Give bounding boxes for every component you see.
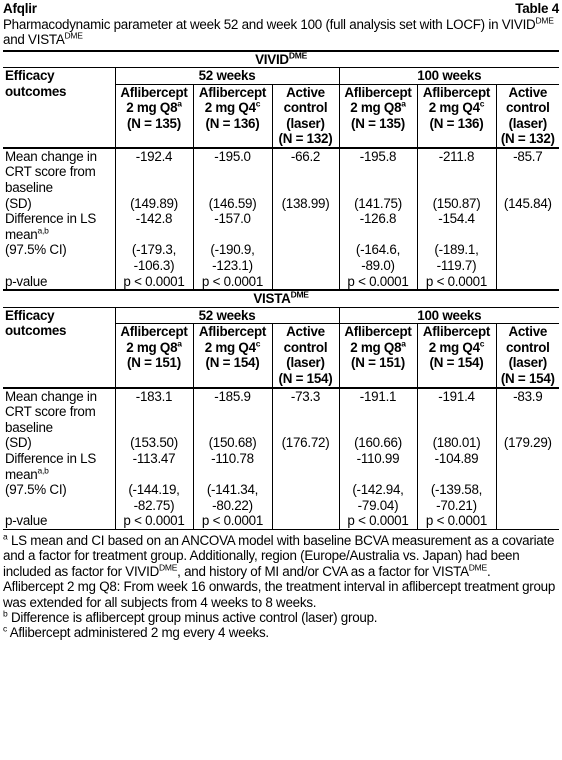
arm-n: (N = 135) bbox=[351, 115, 405, 131]
arm-n: (N = 154) bbox=[278, 371, 333, 386]
sd-value: (146.59) bbox=[208, 195, 257, 211]
mean-change-value: -183.1 bbox=[135, 388, 173, 404]
arm-header-q4 bbox=[193, 84, 272, 148]
row-label: baseline bbox=[5, 419, 53, 435]
arm-label-line1: Aflibercept bbox=[120, 324, 188, 340]
arm-n: (N = 132) bbox=[500, 131, 555, 147]
arm-header-ctrl bbox=[272, 84, 339, 148]
row-label: mean bbox=[5, 226, 38, 242]
mean-change-value: -66.2 bbox=[290, 148, 321, 164]
row-label: CRT score from bbox=[5, 404, 96, 420]
data-cell bbox=[417, 388, 496, 530]
sd-value: (153.50) bbox=[130, 435, 178, 451]
arm-label-line3: (laser) bbox=[286, 355, 325, 371]
footnote-b: $^b$ Difference is aflibercept group minus active control (laser) group. bbox=[3, 608, 378, 625]
efficacy-outcomes-header bbox=[3, 68, 115, 148]
data-cell bbox=[193, 388, 272, 530]
study-sup: DME bbox=[290, 289, 309, 300]
arm-label-line2: control bbox=[505, 100, 550, 116]
sd-value: (150.87) bbox=[432, 195, 481, 211]
arm-label-line2: 2 mg Q8 bbox=[126, 100, 178, 116]
outcomes-label: outcomes bbox=[5, 83, 67, 99]
data-row bbox=[3, 388, 559, 530]
data-cell bbox=[115, 388, 193, 530]
sd-value: (138.99) bbox=[281, 195, 330, 211]
data-row bbox=[3, 148, 559, 290]
ls-diff-value: -104.89 bbox=[434, 450, 479, 466]
week100-header: 100 weeks bbox=[339, 68, 559, 85]
mean-change-value: -195.8 bbox=[359, 148, 397, 164]
arm-label-line2: control bbox=[283, 339, 328, 355]
efficacy-table bbox=[3, 50, 559, 530]
data-cell bbox=[272, 148, 339, 290]
arm-label-sup: a bbox=[401, 98, 406, 109]
mean-change-value: -85.7 bbox=[513, 148, 543, 164]
row-label: Difference in LS bbox=[5, 450, 97, 466]
data-cell bbox=[496, 388, 559, 530]
data-cell bbox=[496, 148, 559, 290]
arm-label-sup: c bbox=[255, 98, 261, 109]
sd-value: (145.84) bbox=[503, 195, 552, 211]
week52-header: 52 weeks bbox=[115, 307, 339, 324]
ls-diff-value: -110.99 bbox=[356, 450, 400, 466]
arm-label-sup: c bbox=[255, 338, 261, 349]
group-header-row bbox=[3, 68, 559, 85]
ci-lower: (-144.19, bbox=[128, 482, 180, 498]
ci-lower: (-179.3, bbox=[131, 242, 177, 258]
row-label: (97.5% CI) bbox=[5, 242, 67, 258]
p-value: p < 0.0001 bbox=[425, 273, 488, 289]
arm-header-q4 bbox=[417, 84, 496, 148]
sd-value: (180.01) bbox=[432, 435, 481, 451]
footnotes bbox=[3, 533, 559, 641]
data-cell bbox=[193, 148, 272, 290]
arm-label-line1: Active bbox=[508, 84, 548, 100]
arm-header-ctrl bbox=[272, 324, 339, 388]
row-label: p-value bbox=[5, 273, 48, 289]
p-value: p < 0.0001 bbox=[425, 513, 488, 529]
footnote-q8: Aflibercept 2 mg Q8: From week 16 onwards, the treatment interval in aflibercept treatment group was extended for all subjects from 4 weeks to 8 weeks. bbox=[3, 579, 556, 610]
arm-n: (N = 136) bbox=[205, 115, 260, 131]
arm-label-line2: 2 mg Q8 bbox=[350, 100, 402, 116]
week52-header: 52 weeks bbox=[115, 68, 339, 85]
ci-lower: (-142.94, bbox=[352, 482, 404, 498]
study-title-row bbox=[3, 51, 559, 68]
p-value: p < 0.0001 bbox=[123, 513, 185, 529]
caption-sup-1: DME bbox=[535, 15, 554, 26]
arm-header-ctrl bbox=[496, 324, 559, 388]
caption-text: Pharmacodynamic parameter at week 52 and week 100 (full analysis set with LOCF) in VIVID bbox=[3, 16, 536, 32]
data-cell bbox=[272, 388, 339, 530]
arm-label-line1: Aflibercept bbox=[120, 84, 188, 100]
arm-label-line1: Aflibercept bbox=[198, 324, 267, 340]
arm-n: (N = 154) bbox=[429, 355, 484, 371]
ci-lower: (-141.34, bbox=[206, 482, 259, 498]
table-caption bbox=[3, 17, 559, 48]
sd-value: (150.68) bbox=[208, 435, 257, 451]
brand-name: Afqlir bbox=[3, 1, 37, 16]
ci-upper: -79.04) bbox=[357, 497, 399, 513]
arm-label-sup: a bbox=[401, 338, 406, 349]
mean-change-value: -211.8 bbox=[438, 148, 475, 164]
mean-change-value: -195.0 bbox=[214, 148, 251, 164]
arm-header-q8 bbox=[115, 84, 193, 148]
ls-diff-value: -110.78 bbox=[211, 450, 254, 466]
page-header bbox=[3, 1, 559, 17]
arm-label-line1: Aflibercept bbox=[344, 324, 412, 340]
arm-label-sup: a bbox=[177, 338, 182, 349]
efficacy-outcomes-header bbox=[3, 307, 115, 387]
arm-n: (N = 132) bbox=[278, 131, 333, 147]
row-label: (SD) bbox=[5, 195, 32, 211]
arm-n: (N = 135) bbox=[127, 115, 181, 131]
ls-diff-value: -126.8 bbox=[359, 211, 397, 227]
ls-diff-value: -142.8 bbox=[135, 211, 173, 227]
caption-sup-2: DME bbox=[64, 30, 83, 41]
sd-value: (160.66) bbox=[354, 435, 402, 451]
arm-header-q8 bbox=[115, 324, 193, 388]
row-label: CRT score from bbox=[5, 164, 96, 180]
row-label: Mean change in bbox=[5, 148, 97, 164]
p-value: p < 0.0001 bbox=[201, 513, 264, 529]
arm-label-line2: control bbox=[505, 339, 550, 355]
arm-label-sup: c bbox=[479, 98, 485, 109]
arm-n: (N = 151) bbox=[351, 355, 405, 371]
mean-change-value: -191.1 bbox=[359, 388, 397, 404]
sd-value: (179.29) bbox=[503, 435, 552, 451]
efficacy-label: Efficacy bbox=[5, 68, 55, 83]
document-page bbox=[3, 0, 559, 641]
arm-n: (N = 154) bbox=[205, 355, 260, 371]
row-label: baseline bbox=[5, 180, 53, 196]
outcomes-label: outcomes bbox=[5, 323, 67, 339]
arm-label-line1: Aflibercept bbox=[422, 324, 491, 340]
week100-header: 100 weeks bbox=[339, 307, 559, 324]
arm-label-line2: 2 mg Q8 bbox=[126, 339, 178, 355]
arm-label-line1: Aflibercept bbox=[198, 84, 267, 100]
footnote-a: $^a$ LS mean and CI based on an ANCOVA model with baseline BCVA measurement as a covariate and a factor for treatment group. Additionally, region (Europe/Australia vs. Japan) had been included as factor for $VIVID^{DME}$, and history of MI and/or CVA as a factor for $VISTA^{DME}$. bbox=[3, 531, 555, 579]
arm-label-line3: (laser) bbox=[286, 115, 325, 131]
arm-header-ctrl bbox=[496, 84, 559, 148]
study-name: VISTA bbox=[253, 291, 291, 307]
efficacy-label: Efficacy bbox=[5, 307, 55, 323]
ci-upper: -123.1) bbox=[212, 258, 253, 274]
group-header-row bbox=[3, 307, 559, 324]
row-label: p-value bbox=[5, 513, 48, 529]
row-label: mean bbox=[5, 466, 38, 482]
ls-diff-value: -157.0 bbox=[214, 211, 251, 227]
arm-label-line2: 2 mg Q8 bbox=[350, 339, 402, 355]
arm-header-q4 bbox=[193, 324, 272, 388]
mean-change-value: -83.9 bbox=[513, 388, 543, 404]
table-label: Table 4 bbox=[515, 1, 559, 16]
arm-label-line2: 2 mg Q4 bbox=[204, 100, 256, 116]
row-labels bbox=[3, 148, 115, 290]
study-name: VIVID bbox=[255, 51, 289, 67]
arm-label-line2: control bbox=[283, 100, 328, 116]
data-cell bbox=[339, 148, 417, 290]
ci-upper: -80.22) bbox=[212, 497, 253, 513]
arm-label-line2: 2 mg Q4 bbox=[428, 339, 480, 355]
p-value: p < 0.0001 bbox=[123, 273, 185, 289]
arm-label-line1: Aflibercept bbox=[422, 84, 491, 100]
study-title-row bbox=[3, 290, 559, 307]
study-title bbox=[3, 290, 559, 307]
arm-label-line3: (laser) bbox=[508, 355, 548, 371]
arm-label-sup: c bbox=[479, 338, 485, 349]
row-label: Mean change in bbox=[5, 388, 97, 404]
arm-label-sup: a bbox=[177, 98, 182, 109]
arm-label-line1: Active bbox=[286, 324, 325, 340]
ci-upper: -106.3) bbox=[133, 258, 175, 274]
arm-label-line2: 2 mg Q4 bbox=[428, 100, 480, 116]
row-label: (97.5% CI) bbox=[5, 482, 67, 498]
arm-n: (N = 136) bbox=[429, 115, 484, 131]
ci-upper: -89.0) bbox=[361, 258, 395, 274]
data-cell bbox=[417, 148, 496, 290]
ci-lower: (-164.6, bbox=[355, 242, 401, 258]
sd-value: (176.72) bbox=[281, 435, 330, 451]
ci-lower: (-139.58, bbox=[430, 482, 483, 498]
mean-change-value: -192.4 bbox=[135, 148, 173, 164]
row-label: Difference in LS bbox=[5, 211, 97, 227]
sd-value: (141.75) bbox=[354, 195, 402, 211]
mean-change-value: -73.3 bbox=[290, 388, 321, 404]
caption-mid: and VISTA bbox=[3, 32, 65, 47]
p-value: p < 0.0001 bbox=[347, 273, 409, 289]
row-label-sup: a,b bbox=[37, 465, 49, 476]
arm-header-q8 bbox=[339, 84, 417, 148]
arm-n: (N = 154) bbox=[500, 371, 555, 386]
study-sup: DME bbox=[288, 50, 307, 61]
row-label: (SD) bbox=[5, 435, 32, 451]
ci-upper: -82.75) bbox=[133, 497, 175, 513]
arm-label-line1: Active bbox=[508, 324, 548, 340]
row-labels bbox=[3, 388, 115, 530]
arm-header-q8 bbox=[339, 324, 417, 388]
arm-label-line1: Active bbox=[286, 84, 325, 100]
p-value: p < 0.0001 bbox=[347, 513, 409, 529]
ls-diff-value: -154.4 bbox=[438, 211, 475, 227]
data-cell bbox=[339, 388, 417, 530]
row-label-sup: a,b bbox=[37, 225, 49, 236]
arm-n: (N = 151) bbox=[127, 355, 181, 371]
arm-label-line1: Aflibercept bbox=[344, 84, 412, 100]
arm-header-q4 bbox=[417, 324, 496, 388]
data-cell bbox=[115, 148, 193, 290]
mean-change-value: -185.9 bbox=[214, 388, 251, 404]
footnote-c: $^c$ Aflibercept administered 2 mg every 4 weeks. bbox=[3, 623, 269, 641]
sd-value: (149.89) bbox=[130, 195, 178, 211]
arm-label-line3: (laser) bbox=[508, 115, 548, 131]
mean-change-value: -191.4 bbox=[438, 388, 475, 404]
ci-upper: -119.7) bbox=[436, 258, 477, 274]
p-value: p < 0.0001 bbox=[201, 273, 264, 289]
study-title bbox=[3, 51, 559, 68]
ci-upper: -70.21) bbox=[436, 497, 477, 513]
ci-lower: (-189.1, bbox=[434, 242, 479, 258]
arm-label-line2: 2 mg Q4 bbox=[204, 339, 256, 355]
ls-diff-value: -113.47 bbox=[132, 450, 176, 466]
ci-lower: (-190.9, bbox=[210, 242, 255, 258]
